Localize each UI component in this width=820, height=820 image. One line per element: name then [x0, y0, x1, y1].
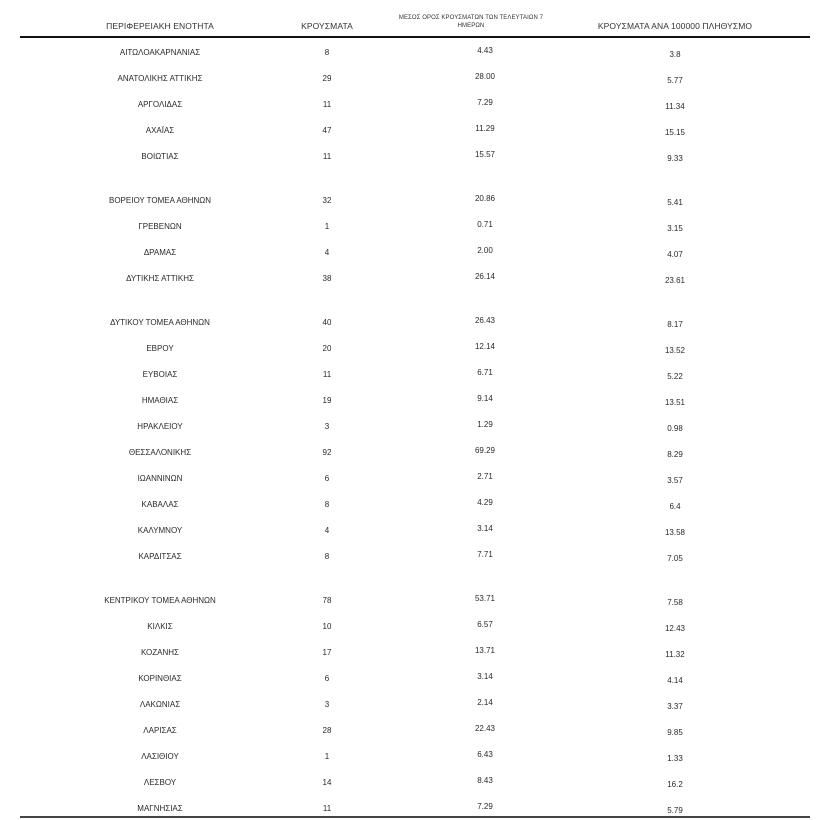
- table-row: [20, 698, 810, 712]
- region-name: ΚΟΖΑΝΗΣ: [140, 648, 180, 657]
- seven-day-average-value: 11.29: [475, 124, 495, 133]
- seven-day-average-value: 53.71: [474, 594, 496, 603]
- region-name: ΔΥΤΙΚΗΣ ΑΤΤΙΚΗΣ: [126, 274, 194, 283]
- cases-per-100k-value: 16.2: [667, 780, 683, 789]
- cases-value: 40: [322, 318, 332, 327]
- cases-value: 28: [322, 726, 332, 735]
- cases-per-100k-value: 6.4: [669, 502, 681, 511]
- region-name: ΕΒΡΟΥ: [146, 344, 174, 353]
- table-row: [20, 594, 810, 608]
- header-cases: ΚΡΟΥΣΜΑΤΑ: [301, 21, 353, 31]
- table-row: [20, 220, 810, 234]
- region-name: ΓΡΕΒΕΝΩΝ: [138, 222, 182, 231]
- table-row: [20, 98, 810, 112]
- table-row: [20, 394, 810, 408]
- region-name: ΙΩΑΝΝΙΝΩΝ: [137, 474, 183, 483]
- table-row: [20, 420, 810, 434]
- seven-day-average-value: 15.57: [474, 150, 496, 159]
- seven-day-average-value: 69.29: [474, 446, 496, 455]
- seven-day-average-value: 4.29: [477, 498, 493, 507]
- cases-value: 20: [322, 344, 332, 353]
- table-row: [20, 550, 810, 564]
- cases-per-100k-value: 12.43: [664, 624, 686, 633]
- cases-value: 11: [322, 100, 332, 109]
- seven-day-average-value: 13.71: [474, 646, 496, 655]
- seven-day-average-value: 12.14: [474, 342, 496, 351]
- table-row: [20, 620, 810, 634]
- cases-value: 6: [324, 474, 330, 483]
- cases-per-100k-value: 13.58: [664, 528, 686, 537]
- cases-per-100k-value: 5.79: [667, 806, 683, 815]
- cases-per-100k-value: 13.52: [664, 346, 686, 355]
- table-row: [20, 46, 810, 60]
- cases-per-100k-value: 3.37: [667, 702, 683, 711]
- cases-value: 1: [324, 222, 330, 231]
- cases-value: 3: [324, 422, 330, 431]
- cases-per-100k-value: 5.41: [667, 198, 683, 207]
- region-name: ΚΑΡΔΙΤΣΑΣ: [138, 552, 182, 561]
- table-row: [20, 368, 810, 382]
- cases-value: 10: [322, 622, 332, 631]
- table-row: [20, 246, 810, 260]
- header-cases-per-100k: ΚΡΟΥΣΜΑΤΑ ΑΝΑ 100000 ΠΛΗΘΥΣΜΟ: [597, 21, 753, 31]
- table-row: [20, 124, 810, 138]
- region-name: ΛΑΡΙΣΑΣ: [143, 726, 177, 735]
- cases-per-100k-value: 3.57: [667, 476, 683, 485]
- region-name: ΛΑΚΩΝΙΑΣ: [139, 700, 181, 709]
- cases-value: 4: [324, 526, 330, 535]
- cases-value: 3: [324, 700, 330, 709]
- cases-value: 8: [324, 48, 330, 57]
- region-name: ΑΡΓΟΛΙΔΑΣ: [137, 100, 183, 109]
- table-row: [20, 472, 810, 486]
- region-name: ΒΟΡΕΙΟΥ ΤΟΜΕΑ ΑΘΗΝΩΝ: [108, 196, 212, 205]
- cases-per-100k-value: 7.58: [667, 598, 683, 607]
- region-name: ΒΟΙΩΤΙΑΣ: [141, 152, 179, 161]
- cases-value: 14: [322, 778, 332, 787]
- seven-day-average-value: 28.00: [474, 72, 496, 81]
- seven-day-average-value: 7.71: [477, 550, 493, 559]
- region-name: ΗΜΑΘΙΑΣ: [141, 396, 179, 405]
- seven-day-average-value: 22.43: [474, 724, 496, 733]
- region-name: ΗΡΑΚΛΕΙΟΥ: [137, 422, 183, 431]
- cases-per-100k-value: 8.29: [667, 450, 683, 459]
- header-avg-line-2: ΗΜΕΡΩΝ: [457, 23, 485, 29]
- seven-day-average-value: 9.14: [477, 394, 493, 403]
- seven-day-average-value: 7.29: [477, 802, 493, 811]
- seven-day-average-value: 6.71: [477, 368, 493, 377]
- seven-day-average-value: 2.00: [477, 246, 493, 255]
- cases-value: 32: [322, 196, 332, 205]
- cases-per-100k-value: 4.14: [667, 676, 683, 685]
- cases-value: 19: [322, 396, 332, 405]
- cases-per-100k-value: 7.05: [667, 554, 683, 563]
- seven-day-average-value: 1.29: [477, 420, 493, 429]
- cases-value: 92: [322, 448, 332, 457]
- cases-per-100k-value: 5.77: [667, 76, 683, 85]
- table-row: [20, 802, 810, 816]
- region-name: ΘΕΣΣΑΛΟΝΙΚΗΣ: [128, 448, 192, 457]
- cases-per-100k-value: 0.98: [667, 424, 683, 433]
- region-name: ΚΙΛΚΙΣ: [147, 622, 173, 631]
- region-name: ΚΟΡΙΝΘΙΑΣ: [138, 674, 182, 683]
- cases-value: 6: [324, 674, 330, 683]
- region-name: ΚΑΒΑΛΑΣ: [141, 500, 179, 509]
- table-row: [20, 72, 810, 86]
- table-row: [20, 776, 810, 790]
- cases-per-100k-value: 9.85: [667, 728, 683, 737]
- table-row: [20, 272, 810, 286]
- seven-day-average-value: 26.14: [474, 272, 496, 281]
- cases-per-100k-value: 4.07: [667, 250, 683, 259]
- cases-per-100k-value: 3.8: [669, 50, 681, 59]
- cases-per-100k-value: 9.33: [667, 154, 683, 163]
- table-row: [20, 524, 810, 538]
- seven-day-average-value: 20.86: [474, 194, 496, 203]
- cases-per-100k-value: 23.61: [664, 276, 686, 285]
- table-row: [20, 150, 810, 164]
- table-row: [20, 446, 810, 460]
- region-name: ΑΙΤΩΛΟΑΚΑΡΝΑΝΙΑΣ: [119, 48, 201, 57]
- table-row: [20, 342, 810, 356]
- cases-value: 1: [324, 752, 330, 761]
- region-name: ΔΥΤΙΚΟΥ ΤΟΜΕΑ ΑΘΗΝΩΝ: [110, 318, 210, 327]
- table-row: [20, 724, 810, 738]
- cases-per-100k-value: 11.34: [665, 102, 685, 111]
- cases-value: 8: [324, 552, 330, 561]
- region-name: ΕΥΒΟΙΑΣ: [142, 370, 178, 379]
- seven-day-average-value: 6.43: [477, 750, 493, 759]
- header-avg-line-1: ΜΕΣΟΣ ΟΡΟΣ ΚΡΟΥΣΜΑΤΩΝ ΤΩΝ ΤΕΛΕΥΤΑΙΩΝ 7: [398, 15, 544, 21]
- seven-day-average-value: 7.29: [477, 98, 493, 107]
- cases-value: 8: [324, 500, 330, 509]
- cases-per-100k-value: 15.15: [664, 128, 686, 137]
- seven-day-average-value: 0.71: [477, 220, 493, 229]
- cases-value: 78: [322, 596, 332, 605]
- cases-per-100k-value: 5.22: [667, 372, 683, 381]
- region-name: ΑΧΑΪΑΣ: [145, 126, 175, 135]
- region-name: ΛΕΣΒΟΥ: [143, 778, 177, 787]
- seven-day-average-value: 3.14: [477, 524, 493, 533]
- region-name: ΛΑΣΙΘΙΟΥ: [141, 752, 179, 761]
- seven-day-average-value: 8.43: [477, 776, 493, 785]
- table-row: [20, 316, 810, 330]
- cases-value: 17: [322, 648, 332, 657]
- seven-day-average-value: 6.57: [477, 620, 493, 629]
- cases-value: 4: [324, 248, 330, 257]
- seven-day-average-value: 4.43: [477, 46, 493, 55]
- table-row: [20, 194, 810, 208]
- header-region: ΠΕΡΙΦΕΡΕΙΑΚΗ ΕΝΟΤΗΤΑ: [106, 21, 214, 31]
- region-name: ΚΑΛΥΜΝΟΥ: [137, 526, 183, 535]
- table-row: [20, 672, 810, 686]
- region-name: ΑΝΑΤΟΛΙΚΗΣ ΑΤΤΙΚΗΣ: [117, 74, 203, 83]
- table-row: [20, 750, 810, 764]
- cases-per-100k-value: 13.51: [664, 398, 686, 407]
- cases-value: 11: [322, 804, 332, 813]
- cases-per-100k-value: 1.33: [667, 754, 683, 763]
- table-row: [20, 646, 810, 660]
- seven-day-average-value: 3.14: [477, 672, 493, 681]
- seven-day-average-value: 2.71: [477, 472, 493, 481]
- cases-per-100k-value: 8.17: [667, 320, 683, 329]
- region-name: ΜΑΓΝΗΣΙΑΣ: [137, 804, 183, 813]
- cases-value: 38: [322, 274, 332, 283]
- seven-day-average-value: 26.43: [474, 316, 496, 325]
- seven-day-average-value: 2.14: [477, 698, 493, 707]
- region-name: ΔΡΑΜΑΣ: [143, 248, 177, 257]
- table-row: [20, 498, 810, 512]
- cases-per-100k-value: 3.15: [667, 224, 683, 233]
- region-name: ΚΕΝΤΡΙΚΟΥ ΤΟΜΕΑ ΑΘΗΝΩΝ: [104, 596, 216, 605]
- cases-value: 47: [322, 126, 332, 135]
- cases-value: 11: [322, 370, 332, 379]
- cases-per-100k-value: 11.32: [665, 650, 685, 659]
- cases-value: 11: [322, 152, 332, 161]
- footer-divider: [20, 816, 810, 818]
- cases-value: 29: [322, 74, 332, 83]
